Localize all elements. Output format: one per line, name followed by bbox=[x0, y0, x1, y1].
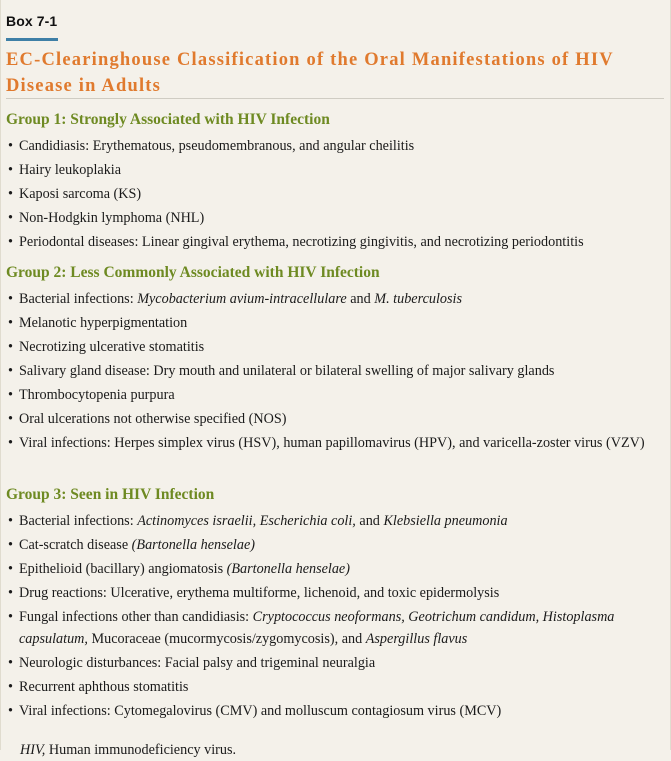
group-1-heading: Group 1: Strongly Associated with HIV Infection bbox=[6, 111, 330, 128]
bullet: • bbox=[8, 537, 13, 553]
list-item: • Recurrent aphthous stomatitis bbox=[8, 677, 658, 699]
bullet: • bbox=[8, 679, 13, 695]
bullet: • bbox=[8, 703, 13, 719]
bullet: • bbox=[8, 387, 13, 403]
bullet: • bbox=[8, 609, 13, 625]
footnote: HIV, Human immunodeficiency virus. bbox=[20, 742, 237, 759]
group-3-heading: Group 3: Seen in HIV Infection bbox=[6, 486, 215, 503]
list-item: • Non-Hodgkin lymphoma (NHL) bbox=[8, 208, 658, 230]
bullet: • bbox=[8, 435, 13, 451]
list-item: • Oral ulcerations not otherwise specified (NOS) bbox=[8, 409, 658, 431]
bullet: • bbox=[8, 210, 13, 226]
box-label: Box 7-1 bbox=[6, 13, 58, 29]
bullet: • bbox=[8, 585, 13, 601]
list-item: • Necrotizing ulcerative stomatitis bbox=[8, 337, 658, 359]
bullet: • bbox=[8, 315, 13, 331]
list-item: • Bacterial infections: Mycobacterium avium-intracellulare and M. tuberculosis bbox=[8, 289, 658, 311]
bullet: • bbox=[8, 411, 13, 427]
bullet: • bbox=[8, 363, 13, 379]
list-item: • Epithelioid (bacillary) angiomatosis (Bartonella henselae) bbox=[8, 559, 658, 581]
list-item: • Salivary gland disease: Dry mouth and unilateral or bilateral swelling of major salivary glands bbox=[8, 361, 658, 383]
list-item: • Viral infections: Herpes simplex virus (HSV), human papillomavirus (HPV), and varicella-zoster virus (VZV) bbox=[8, 433, 658, 455]
list-item: • Bacterial infections: Actinomyces israelii, Escherichia coli, and Klebsiella pneumonia bbox=[8, 511, 658, 533]
box-title: EC-Clearinghouse Classification of the Oral Manifestations of HIV Disease in Adults bbox=[6, 50, 614, 96]
bullet: • bbox=[8, 138, 13, 154]
list-item: • Drug reactions: Ulcerative, erythema multiforme, lichenoid, and toxic epidermolysis bbox=[8, 583, 658, 605]
list-item: • Candidiasis: Erythematous, pseudomembranous, and angular cheilitis bbox=[8, 136, 658, 158]
list-item: • Hairy leukoplakia bbox=[8, 160, 658, 182]
list-item: • Cat-scratch disease (Bartonella henselae) bbox=[8, 535, 658, 557]
bullet: • bbox=[8, 513, 13, 529]
bullet: • bbox=[8, 655, 13, 671]
bullet: • bbox=[8, 186, 13, 202]
bullet: • bbox=[8, 162, 13, 178]
list-item: • Periodontal diseases: Linear gingival erythema, necrotizing gingivitis, and necrotizing periodontitis bbox=[8, 232, 658, 254]
list-item: • Fungal infections other than candidiasis: Cryptococcus neoformans, Geotrichum candidum, Histoplasma capsulatum, Mucoraceae (mucormycosis/zygomycosis), and Aspergillus flavus bbox=[8, 609, 615, 647]
bullet: • bbox=[8, 561, 13, 577]
list-item: • Viral infections: Cytomegalovirus (CMV) and molluscum contagiosum virus (MCV) bbox=[8, 701, 658, 723]
title-divider bbox=[6, 98, 664, 99]
list-item: • Kaposi sarcoma (KS) bbox=[8, 184, 658, 206]
bullet: • bbox=[8, 339, 13, 355]
bullet: • bbox=[8, 291, 13, 307]
group-2-heading: Group 2: Less Commonly Associated with HIV Infection bbox=[6, 264, 380, 281]
list-item: • Thrombocytopenia purpura bbox=[8, 385, 658, 407]
bullet: • bbox=[8, 234, 13, 250]
list-item: • Neurologic disturbances: Facial palsy and trigeminal neuralgia bbox=[8, 653, 658, 675]
list-item: • Melanotic hyperpigmentation bbox=[8, 313, 658, 335]
box-label-underline bbox=[6, 38, 58, 41]
